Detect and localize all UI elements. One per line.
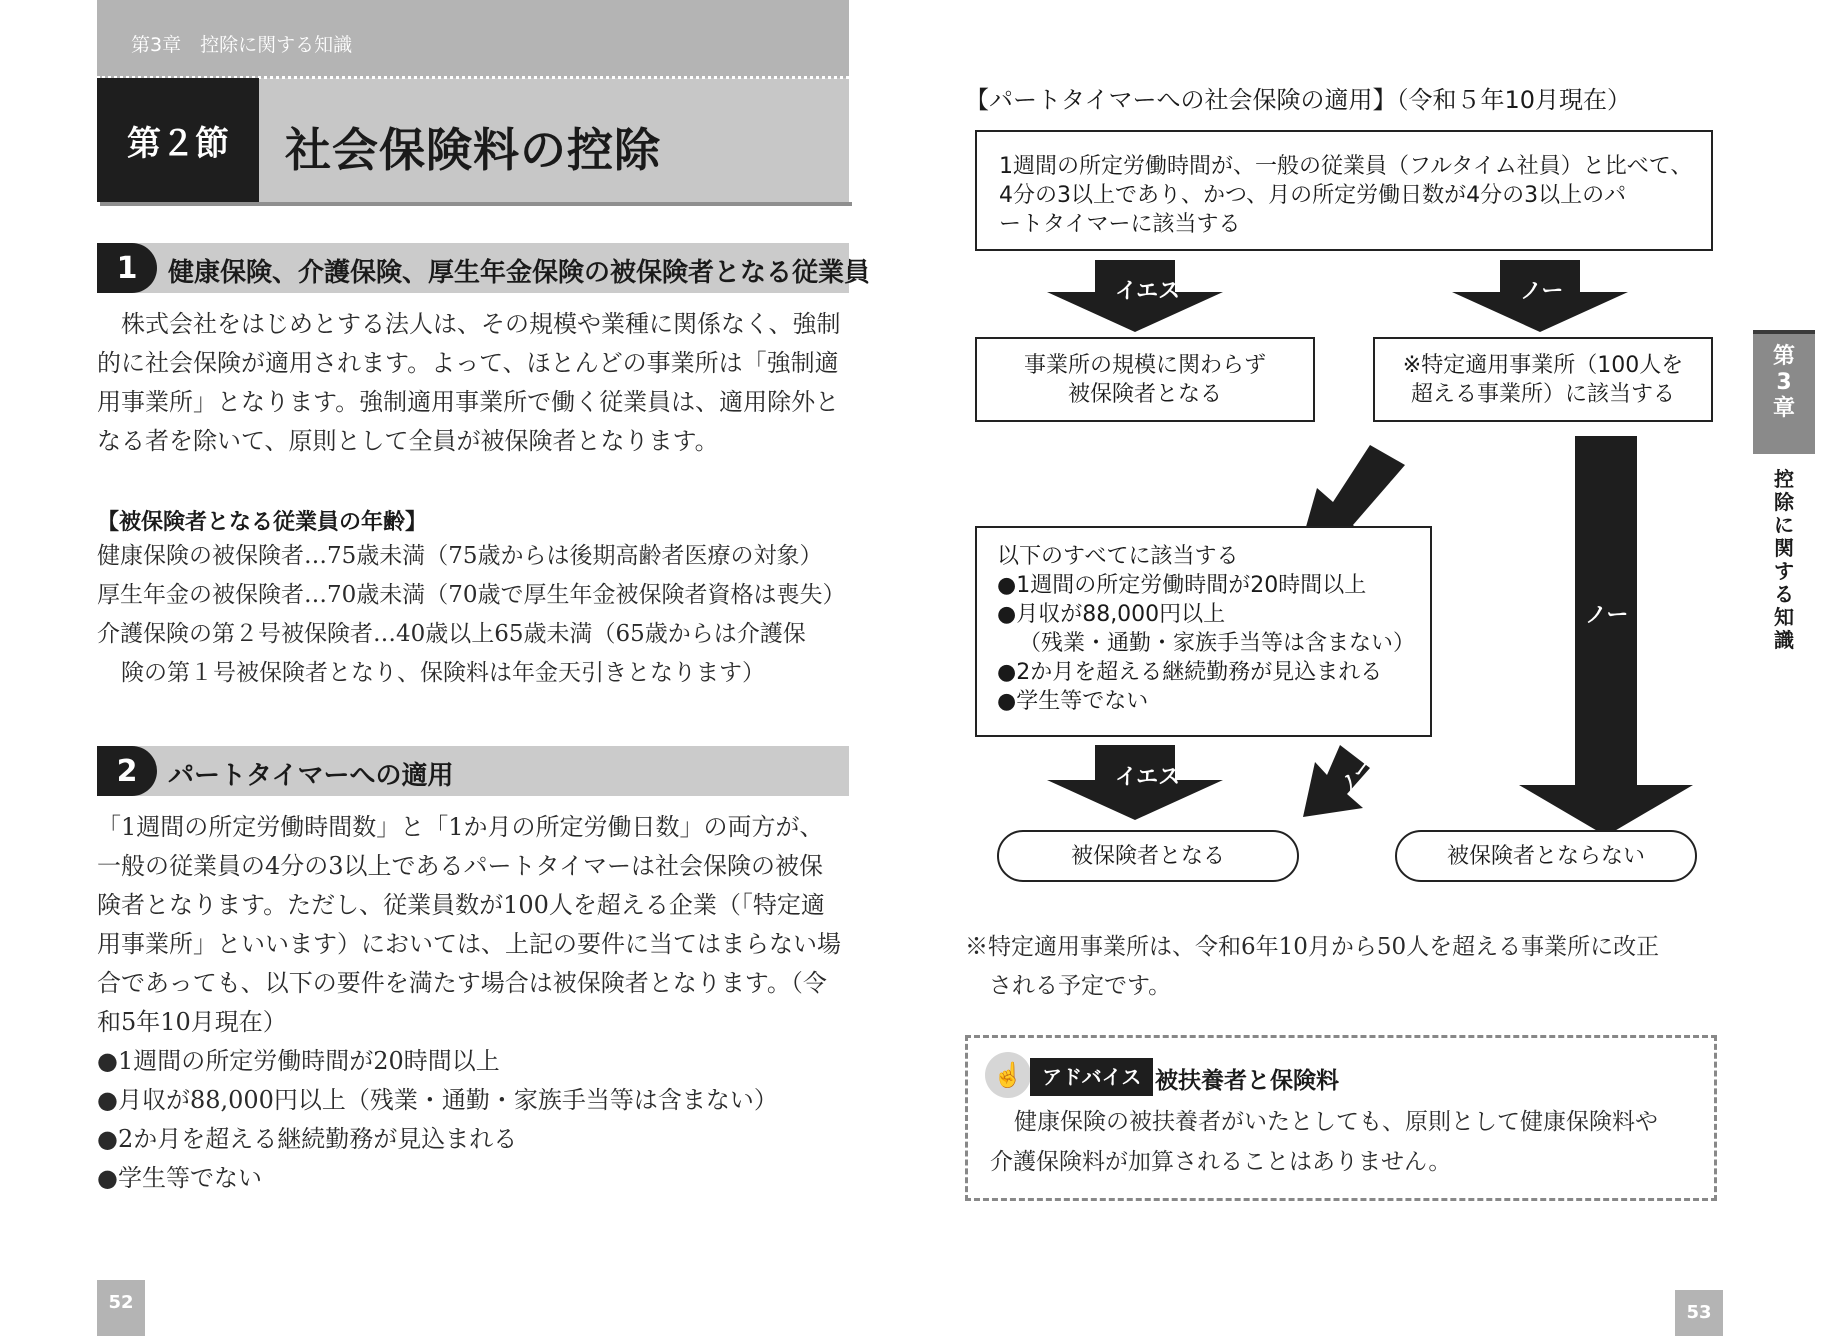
flow-box-conditions xyxy=(975,526,1432,737)
age-line: 険の第１号被保険者となり、保険料は年金天引きとなります） xyxy=(121,660,765,686)
side-tab-char: 除 xyxy=(1774,490,1794,514)
flowchart-title: 【パートタイマーへの社会保険の適用】（令和５年10月現在） xyxy=(965,86,1632,114)
paragraph-line: 的に社会保険が適用されます。よって、ほとんどの事業所は「強制適 xyxy=(97,349,839,377)
heading-1-number: 1 xyxy=(97,243,157,293)
section-shadow xyxy=(100,202,852,206)
side-tab-char: る xyxy=(1774,582,1794,606)
flow-box-line: 1週間の所定労働時間が、一般の従業員（フルタイム社員）と比べて、 xyxy=(999,154,1693,179)
heading-2-text: パートタイマーへの適用 xyxy=(168,761,454,791)
flow-box-line: ートタイマーに該当する xyxy=(999,212,1241,237)
age-line: 介護保険の第２号被保険者…40歳以上65歳未満（65歳からは介護保 xyxy=(97,621,806,647)
pointing-hand-icon: ☝ xyxy=(985,1052,1031,1098)
bullet-item: ●学生等でない xyxy=(97,1164,262,1192)
section-title: 社会保険料の控除 xyxy=(285,123,661,177)
heading-2-number: 2 xyxy=(97,746,157,796)
advice-line: 介護保険料が加算されることはありません。 xyxy=(990,1149,1452,1175)
label-no-long: ノー xyxy=(1585,603,1629,628)
chapter-label: 第3章 控除に関する知識 xyxy=(131,34,353,56)
paragraph-line: 一般の従業員の4分の3以上であるパートタイマーは社会保険の被保 xyxy=(97,852,824,880)
label-no-top: ノー xyxy=(1520,279,1564,304)
side-tab-char: 3 xyxy=(1776,370,1792,395)
paragraph-line: 用事業所」となります。強制適用事業所で働く従業員は、適用除外と xyxy=(97,388,840,416)
advice-label: アドバイス xyxy=(1030,1058,1153,1096)
flow-box-insured-any-size xyxy=(975,337,1315,422)
label-no-diagonal: ノー xyxy=(1333,752,1378,799)
bullet-item: ●2か月を超える継続勤務が見込まれる xyxy=(97,1125,518,1153)
flow-box-specified-office xyxy=(1373,337,1713,422)
bullet-item: ●月収が88,000円以上（残業・通勤・家族手当等は含まない） xyxy=(97,1086,778,1114)
flow-box-line: ●月収が88,000円以上 xyxy=(997,602,1226,627)
side-tab-char: 関 xyxy=(1774,536,1794,560)
advice-line: 健康保険の被扶養者がいたとしても、原則として健康保険料や xyxy=(1014,1109,1658,1135)
side-tab-title xyxy=(1753,454,1815,664)
side-tab-char: す xyxy=(1774,559,1794,583)
paragraph-2 xyxy=(97,808,841,1198)
flow-box-line: ●2か月を超える継続勤務が見込まれる xyxy=(997,660,1383,685)
age-line: 健康保険の被保険者…75歳未満（75歳からは後期高齢者医療の対象） xyxy=(97,543,823,569)
paragraph-line: 用事業所」といいます）においては、上記の要件に当てはまらない場 xyxy=(97,930,841,958)
page-number-left: 52 xyxy=(97,1280,145,1336)
paragraph-line: 「1週間の所定労働時間数」と「1か月の所定労働日数」の両方が、 xyxy=(97,813,824,841)
side-tab-char: 第 xyxy=(1772,344,1795,369)
paragraph-line: 合であっても、以下の要件を満たす場合は被保険者となります。（令 xyxy=(97,969,827,997)
label-yes-bottom: イエス xyxy=(1115,765,1181,790)
result-not-insured: 被保険者とならない xyxy=(1395,830,1697,882)
age-heading: 【被保険者となる従業員の年齢】 xyxy=(97,510,428,535)
flow-box-line: 被保険者となる xyxy=(1067,381,1222,407)
side-tab-chapter xyxy=(1753,330,1815,454)
paragraph-line: なる者を除いて、原則として全員が被保険者となります。 xyxy=(97,427,719,455)
paragraph-line: 株式会社をはじめとする法人は、その規模や業種に関係なく、強制 xyxy=(121,310,841,338)
footnote xyxy=(965,928,1659,1006)
paragraph-line: 和5年10月現在） xyxy=(97,1008,287,1036)
arrow-no-long xyxy=(1519,436,1693,836)
side-tab-top-border xyxy=(1753,330,1815,334)
age-list xyxy=(97,537,846,693)
page-number-right: 53 xyxy=(1675,1290,1723,1336)
advice-title: 被扶養者と保険料 xyxy=(1155,1068,1339,1094)
flow-box-question-1 xyxy=(975,130,1713,251)
flow-box-line: ●学生等でない xyxy=(997,689,1149,714)
flow-box-line: ●1週間の所定労働時間が20時間以上 xyxy=(997,573,1367,598)
flow-box-line: 事業所の規模に関わらず xyxy=(1023,352,1266,378)
footnote-line: ※特定適用事業所は、令和6年10月から50人を超える事業所に改正 xyxy=(965,934,1660,960)
paragraph-1 xyxy=(97,305,841,461)
chapter-header xyxy=(97,0,849,78)
footnote-line: される予定です。 xyxy=(989,973,1172,999)
flow-box-line: （残業・通勤・家族手当等は含まない） xyxy=(1019,631,1416,656)
bullet-item: ●1週間の所定労働時間が20時間以上 xyxy=(97,1047,500,1075)
label-yes-diagonal: イエス xyxy=(1380,443,1437,504)
flow-box-line: ※特定適用事業所（100人を xyxy=(1402,352,1684,378)
side-tab-char: 章 xyxy=(1772,396,1795,421)
side-tab-char: 識 xyxy=(1774,628,1794,652)
age-line: 厚生年金の被保険者…70歳未満（70歳で厚生年金被保険者資格は喪失） xyxy=(97,582,846,608)
side-tab-char: 控 xyxy=(1774,467,1794,491)
flow-box-line: 超える事業所）に該当する xyxy=(1410,381,1675,407)
heading-1-text: 健康保険、介護保険、厚生年金保険の被保険者となる従業員 xyxy=(168,258,871,288)
result-insured: 被保険者となる xyxy=(997,830,1299,882)
side-tab-char: 知 xyxy=(1774,605,1794,629)
label-yes-top: イエス xyxy=(1115,279,1181,304)
paragraph-line: 険者となります。ただし、従業員数が100人を超える企業（「特定適 xyxy=(97,891,825,919)
flow-box-line: 4分の3以上であり、かつ、月の所定労働日数が4分の3以上のパ xyxy=(999,183,1627,208)
section-number: 第２節 xyxy=(97,78,259,202)
flow-box-line: 以下のすべてに該当する xyxy=(997,544,1239,569)
advice-body xyxy=(990,1102,1658,1182)
side-tab-char: に xyxy=(1774,513,1794,537)
